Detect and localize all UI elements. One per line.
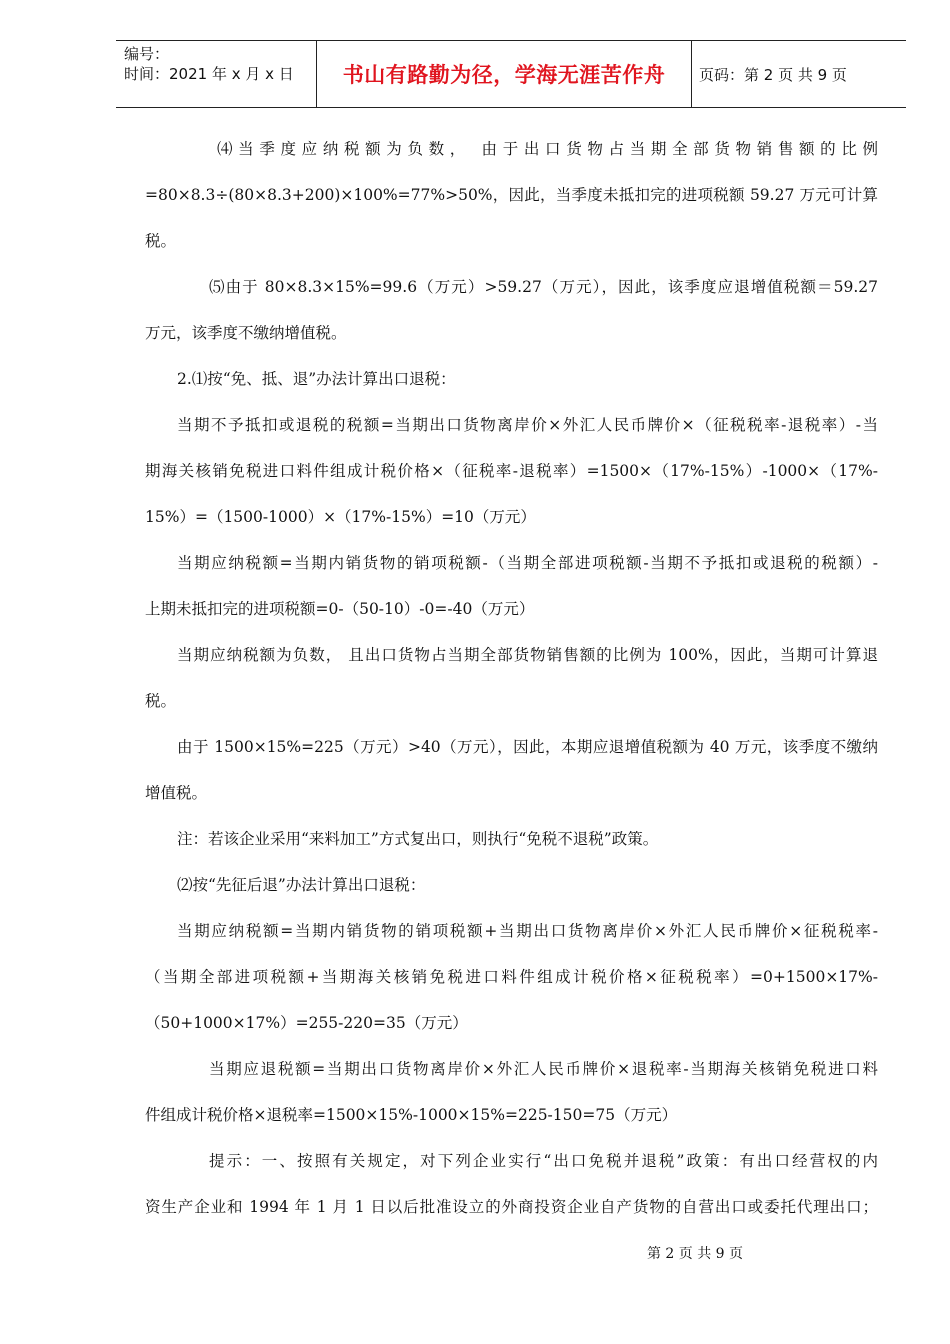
text-line: 15%）=（1500-1000）×（17%-15%）=10（万元） (145, 508, 536, 526)
text-line: 件组成计税价格×退税率=1500×15%-1000×15%=225-150=75（万元） (145, 1106, 678, 1124)
note (145, 816, 878, 862)
paragraph-5 (145, 264, 878, 356)
text-line: 税。 (145, 692, 177, 710)
text-line: 当期应纳税额为负数， 且出口货物占当期全部货物销售额的比例为 100%，因此，当期可计算退 (177, 646, 878, 664)
paragraph-payable (145, 540, 878, 632)
time-label: 时间：2021 年 x 月 x 日 (124, 65, 294, 83)
text-line: 由于 1500×15%=225（万元）>40（万元），因此，本期应退增值税额为 40 万元，该季度不缴纳 (177, 738, 878, 756)
text-line: =80×8.3÷(80×8.3+200)×100%=77%>50%，因此，当季度未抵扣完的进项税额 59.27 万元可计算 (145, 186, 878, 204)
page-footer (0, 1243, 950, 1263)
paragraph-non-deductible (145, 402, 878, 540)
text-line: 期海关核销免税进口料件组成计税价格×（征税率-退税率）=1500×（17%-15%）-1000×（17%- (145, 462, 878, 480)
text-line: （50+1000×17%）=255-220=35（万元） (145, 1014, 468, 1032)
paragraph-4 (145, 126, 878, 264)
text-line: ⑸由于 80×8.3×15%=99.6（万元）>59.27（万元），因此，该季度应退增值税额＝59.27 (209, 278, 878, 296)
text-line: 注：若该企业采用“来料加工”方式复出口，则执行“免税不退税”政策。 (177, 830, 659, 848)
text-line: 当期应退税额=当期出口货物离岸价×外汇人民币牌价×退税率-当期海关核销免税进口料 (209, 1060, 878, 1078)
text-line: 增值税。 (145, 784, 208, 802)
paragraph-refund-amount (145, 1046, 878, 1138)
header-meta (116, 41, 316, 107)
section-2-2-heading (145, 862, 878, 908)
text-line: ⑵按“先征后退”办法计算出口退税： (177, 876, 426, 894)
text-line: ⑷当季度应纳税额为负数， 由于出口货物占当期全部货物销售额的比例 (217, 140, 878, 158)
text-line: 2.⑴按“免、抵、退”办法计算出口退税： (177, 370, 456, 388)
text-line: 当期应纳税额=当期内销货物的销项税额-（当期全部进项税额-当期不予抵扣或退税的税额）- (177, 554, 878, 572)
text-line: 提示：一、按照有关规定，对下列企业实行“出口免税并退税”政策：有出口经营权的内 (209, 1152, 878, 1170)
text-line: 当期不予抵扣或退税的税额=当期出口货物离岸价×外汇人民币牌价×（征税税率-退税率）-当 (177, 416, 878, 434)
footer-page-number: 第 2 页 共 9 页 (646, 1246, 744, 1262)
text-line: 资生产企业和 1994 年 1 月 1 日以后批准设立的外商投资企业自产货物的自营出口或委托代理出口； (145, 1198, 878, 1216)
page-indicator: 页码：第 2 页 共 9 页 (699, 65, 847, 84)
paragraph-hint (145, 1138, 878, 1230)
header-motto: 书山有路勤为径，学海无涯苦作舟 (316, 41, 692, 107)
section-2-heading (145, 356, 878, 402)
text-line: 万元，该季度不缴纳增值税。 (145, 324, 347, 342)
text-line: 税。 (145, 232, 177, 250)
paragraph-refund (145, 724, 878, 816)
number-label: 编号： (124, 45, 170, 63)
paragraph-first-levy (145, 908, 878, 1046)
text-line: 当期应纳税额=当期内销货物的销项税额+当期出口货物离岸价×外汇人民币牌价×征税税率- (177, 922, 878, 940)
paragraph-negative (145, 632, 878, 724)
text-line: 上期未抵扣完的进项税额=0-（50-10）-0=-40（万元） (145, 600, 535, 618)
page-header (116, 40, 906, 108)
text-line: （当期全部进项税额+当期海关核销免税进口料件组成计税价格×征税税率）=0+1500×17%- (145, 968, 878, 986)
